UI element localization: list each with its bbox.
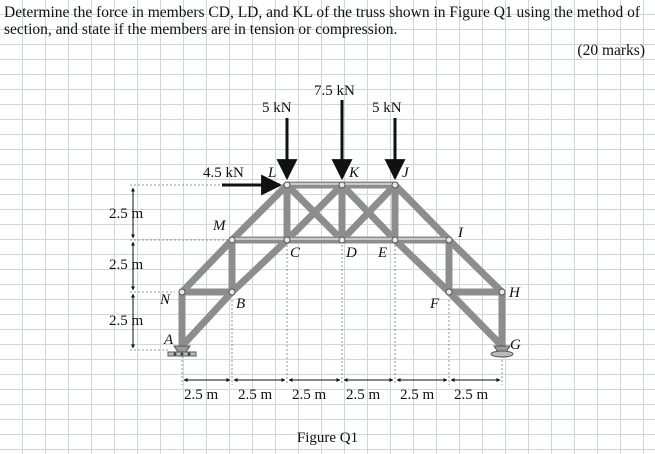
node-label-m: M	[213, 218, 226, 234]
node-label-h: H	[509, 285, 520, 301]
vertical-dim-label-2: 2.5 m	[109, 257, 144, 273]
question-text: Determine the force in members CD, LD, and KL of the truss shown in Figure Q1 using the method of section, and state if the members are in tension or compression.	[4, 4, 641, 38]
node-label-b: B	[236, 296, 246, 312]
load-left-label: 5 kN	[262, 100, 292, 116]
marks-label: (20 marks)	[577, 42, 645, 59]
load-center-label: 7.5 kN	[314, 83, 355, 99]
node-label-a: A	[164, 332, 174, 348]
node-label-c: C	[290, 245, 301, 261]
node-label-i: I	[458, 225, 463, 241]
horizontal-dim-label-2: 2.5 m	[238, 387, 273, 403]
node-label-f: F	[430, 296, 440, 312]
horizontal-dim-label-1: 2.5 m	[184, 387, 219, 403]
node-label-e: E	[378, 245, 388, 261]
node-label-n: N	[160, 292, 171, 308]
horizontal-dim-label-6: 2.5 m	[454, 387, 489, 403]
load-arrows	[222, 100, 395, 185]
horizontal-dim-label-5: 2.5 m	[400, 387, 435, 403]
node-label-k: K	[349, 165, 360, 181]
load-right-label: 5 kN	[372, 100, 402, 116]
node-label-l: L	[268, 165, 277, 181]
figure-caption: Figure Q1	[296, 430, 359, 446]
load-horizontal-label: 4.5 kN	[203, 165, 244, 181]
node-label-d: D	[346, 245, 357, 261]
node-label-j: J	[402, 165, 409, 181]
horizontal-dim-label-3: 2.5 m	[292, 387, 327, 403]
vertical-dim-label-3: 2.5 m	[109, 313, 144, 329]
vertical-dim-label-1: 2.5 m	[109, 206, 144, 222]
node-label-g: G	[510, 337, 521, 353]
horizontal-dim-label-4: 2.5 m	[346, 387, 381, 403]
